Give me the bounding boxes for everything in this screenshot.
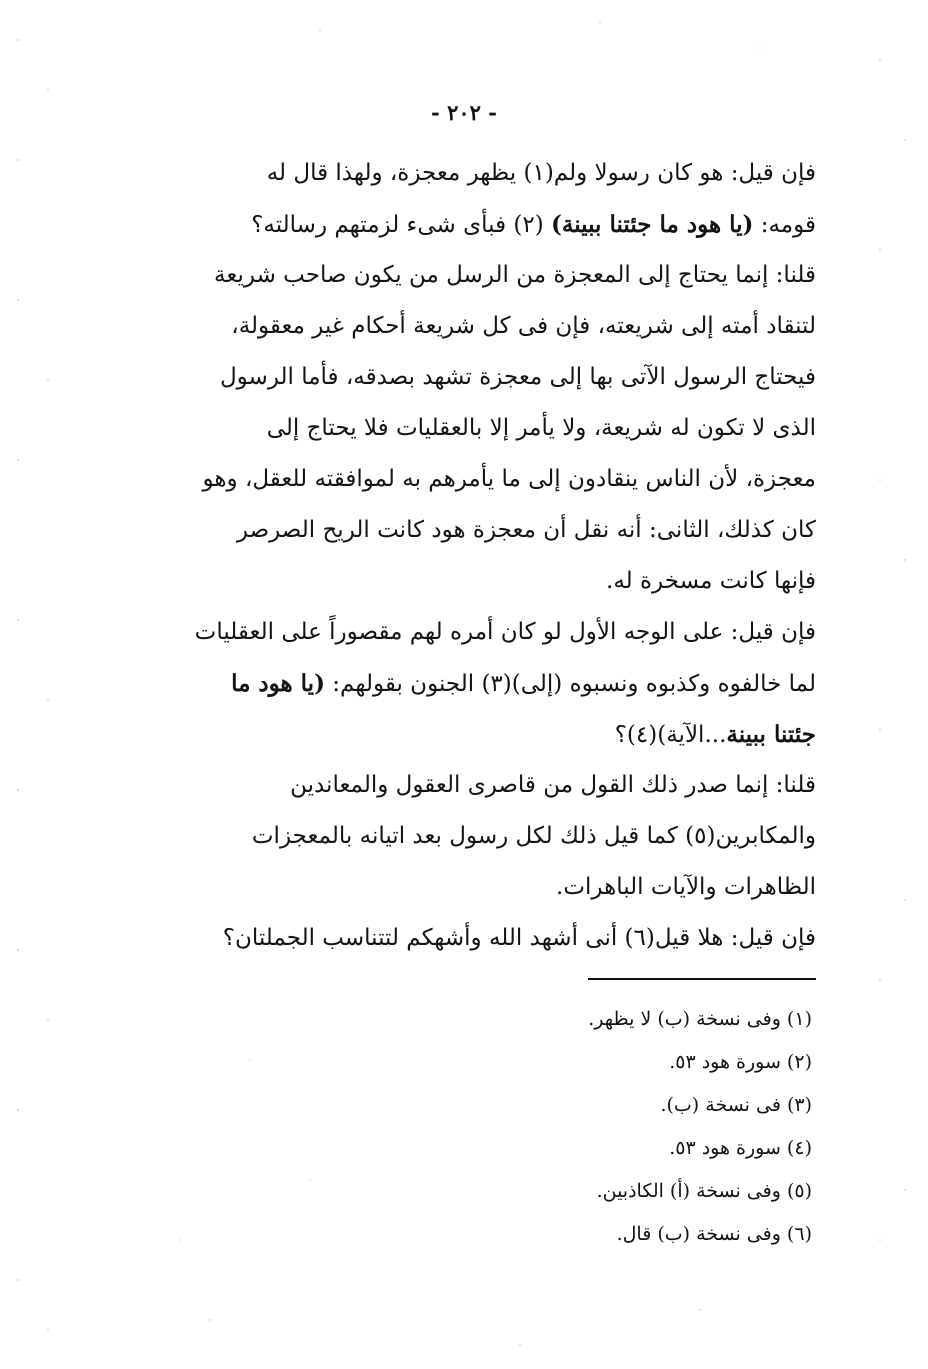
text-line: لما خالفوه وكذبوه ونسبوه (إلى)(٣) الجنون بقولهم: (يا هود ما	[231, 670, 816, 697]
text-line: فإنها كانت مسخرة له.	[606, 568, 816, 594]
text-line: فإن قيل: على الوجه الأول لو كان أمره لهم مقصوراً على العقليات	[194, 619, 816, 645]
paragraph-question-1	[110, 148, 816, 250]
footnote-item: (٥) وفى نسخة (أ) الكاذبين.	[596, 1180, 812, 1202]
text-line: جئتنا ببينة...الآية)(٤)؟	[614, 721, 816, 748]
footnote-item: (٦) وفى نسخة (ب) قال.	[616, 1223, 812, 1245]
paragraph-question-2	[110, 607, 816, 760]
paragraph-answer-1	[110, 250, 816, 607]
text-line: فإن قيل: هو كان رسولا ولم(١) يظهر معجزة، ولهذا قال له	[266, 160, 816, 186]
text-line: قلنا: إنما يحتاج إلى المعجزة من الرسل من يكون صاحب شريعة	[214, 262, 816, 288]
paragraph-question-3	[110, 913, 816, 964]
quran-quote: (يا هود ما جئتنا ببينة)	[551, 211, 754, 238]
paragraph-answer-2	[110, 760, 816, 913]
footnote-divider	[588, 978, 816, 980]
main-text	[110, 148, 816, 964]
text-line: الذى لا تكون له شريعة، ولا يأمر إلا بالعقليات فلا يحتاج إلى	[266, 415, 816, 441]
text-line: قومه: (يا هود ما جئتنا ببينة) (٢) فبأى شىء لزمتهم رسالته؟	[251, 211, 816, 238]
footnote-item: (٣) فى نسخة (ب).	[660, 1094, 812, 1116]
footnotes	[400, 998, 812, 1256]
text-line: فيحتاج الرسول الآتى بها إلى معجزة تشهد بصدقه، فأما الرسول	[219, 364, 816, 390]
footnote-item: (٢) سورة هود ٥٣.	[669, 1051, 812, 1073]
text-line: قلنا: إنما صدر ذلك القول من قاصرى العقول والمعاندين	[290, 772, 816, 798]
text-line: لتنقاد أمته إلى شريعته، فإن فى كل شريعة أحكام غير معقولة،	[231, 313, 816, 339]
text-line: الظاهرات والآيات الباهرات.	[556, 874, 816, 900]
text-line: كان كذلك، الثانى: أنه نقل أن معجزة هود كانت الريح الصرصر	[236, 517, 816, 543]
footnote-item: (٤) سورة هود ٥٣.	[669, 1137, 812, 1159]
text-line: والمكابرين(٥) كما قيل ذلك لكل رسول بعد اتيانه بالمعجزات	[251, 823, 816, 849]
quran-quote: (يا هود ما	[231, 670, 325, 697]
quran-quote: جئتنا ببينة	[726, 721, 816, 748]
footnote-item: (١) وفى نسخة (ب) لا يظهر.	[588, 1008, 812, 1030]
text-line: معجزة، لأن الناس ينقادون إلى ما يأمرهم به لموافقته للعقل، وهو	[202, 466, 816, 492]
text-line: فإن قيل: هلا قيل(٦) أنى أشهد الله وأشهكم لتتناسب الجملتان؟	[222, 925, 816, 951]
page-number: - ٢٠٢ -	[431, 100, 497, 125]
